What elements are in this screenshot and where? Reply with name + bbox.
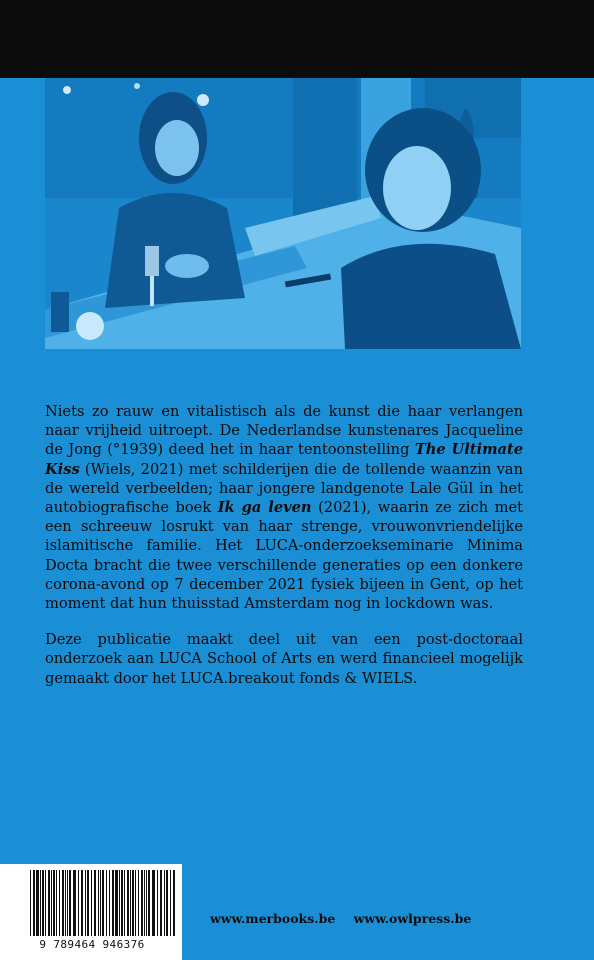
- barcode-bar: [130, 870, 131, 936]
- blurb-p1-part-a: Niets zo rauw en vitalistisch als de kunst die haar verlangen naar vrijheid uitroept. De Nederlandse kunstenares Jacqueline de Jong (°1939) deed het in haar tentoonstelling: [45, 403, 523, 459]
- barcode-bar: [132, 870, 134, 936]
- barcode-bar: [109, 870, 110, 936]
- barcode-bar: [87, 870, 89, 936]
- barcode-panel: [0, 864, 182, 960]
- barcode-bar: [115, 870, 118, 936]
- barcode-bar: [85, 870, 86, 936]
- blurb-p1-part-b: (Wiels, 2021) met schilderijen die de tollende waanzin van de wereld verbeelden; haar jongere landgenote Lale Gül in het autobiografische boek: [45, 460, 523, 517]
- barcode-bar: [166, 870, 168, 936]
- barcode-bar: [30, 870, 31, 936]
- barcode-bar: [170, 870, 171, 936]
- barcode-bar: [98, 870, 99, 936]
- barcode-bar: [48, 870, 50, 936]
- barcode-bar: [173, 870, 175, 936]
- barcode-bar: [152, 870, 155, 936]
- barcode-bar: [51, 870, 52, 936]
- barcode-bar: [148, 870, 150, 936]
- barcode-bar: [138, 870, 139, 936]
- barcode-bar: [67, 870, 68, 936]
- barcode-bar: [78, 870, 79, 936]
- barcode-bar: [36, 870, 39, 936]
- barcode-bar: [94, 870, 96, 936]
- barcode-bar: [157, 870, 158, 936]
- blurb-paragraph-2: Deze publicatie maakt deel uit van een post-doctoraal onderzoek aan LUCA School of Arts en werd financieel mogelijk gemaakt door het LUCA.breakout fonds & WIELS.: [45, 631, 523, 687]
- barcode-bar: [53, 870, 55, 936]
- isbn-barcode: [30, 870, 176, 936]
- blurb-p1-part-c: (2021), waarin ze zich met een schreeuw losrukt van haar strenge, vrouwonvriendelijke islamitische familie. Het LUCA-onderzoekseminarie Minima Docta bracht die twee verschillende generaties op een donkere corona-avond op 7 december 2021 fysiek bijeen in Gent, op het moment dat hun thuisstad Amsterdam nog in lockdown was.: [45, 499, 524, 613]
- barcode-bar: [62, 870, 64, 936]
- url-merbooks[interactable]: www.merbooks.be: [210, 911, 336, 926]
- book-title: Ik ga leven: [217, 499, 312, 517]
- barcode-bar: [100, 870, 101, 936]
- barcode-bar: [40, 870, 41, 936]
- barcode-bar: [106, 870, 107, 936]
- barcode-bar: [141, 870, 143, 936]
- barcode-bar: [91, 870, 92, 936]
- exhibition-title: The Ultimate Kiss: [45, 441, 523, 478]
- barcode-bar: [112, 870, 114, 936]
- barcode-bar: [164, 870, 165, 936]
- barcode-bar: [81, 870, 83, 936]
- barcode-bar: [59, 870, 60, 936]
- barcode-bar: [69, 870, 71, 936]
- barcode-bar: [127, 870, 129, 936]
- barcode-bar: [160, 870, 162, 936]
- blurb-paragraph-1: [45, 402, 523, 613]
- url-owlpress[interactable]: www.owlpress.be: [353, 911, 472, 926]
- barcode-bar: [45, 870, 46, 936]
- isbn-number: 9 789464 946376: [39, 938, 145, 951]
- barcode-bar: [73, 870, 76, 936]
- cover-photo: [45, 78, 521, 349]
- barcode-bar: [33, 870, 35, 936]
- top-black-band: [0, 0, 594, 78]
- barcode-bar: [56, 870, 57, 936]
- barcode-bar: [102, 870, 104, 936]
- barcode-bar: [124, 870, 125, 936]
- blurb-text: [45, 402, 523, 705]
- barcode-bar: [65, 870, 66, 936]
- barcode-bar: [119, 870, 120, 936]
- publisher-urls: [210, 911, 471, 926]
- barcode-bar: [121, 870, 123, 936]
- barcode-bar: [144, 870, 145, 936]
- barcode-bar: [42, 870, 44, 936]
- barcode-bar: [146, 870, 147, 936]
- barcode-bar: [135, 870, 136, 936]
- photo-illustration: [45, 78, 521, 349]
